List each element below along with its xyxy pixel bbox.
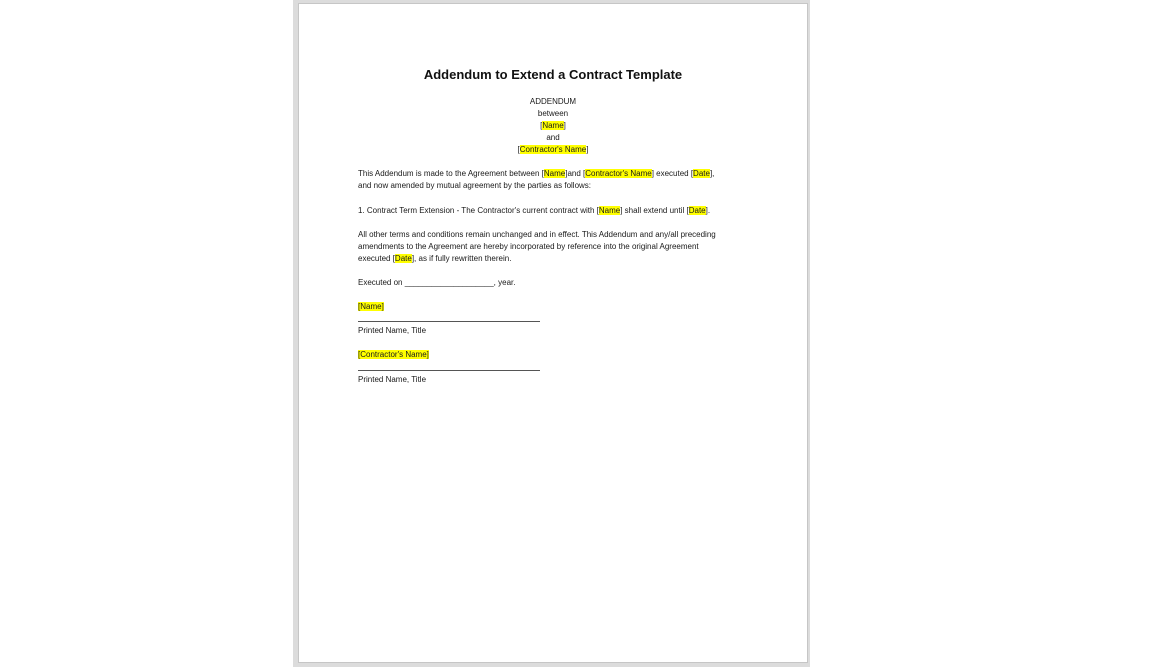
and-text: and <box>546 133 560 142</box>
signature-1-line <box>358 321 540 322</box>
item-1-paragraph <box>358 205 748 217</box>
item1-text-1: 1. Contract Term Extension - The Contractor's current contract with [ <box>358 206 599 215</box>
signature-1-caption: Printed Name, Title <box>358 326 427 335</box>
item1-date-placeholder[interactable]: Date <box>688 206 706 215</box>
document-title: Addendum to Extend a Contract Template <box>423 67 683 82</box>
document-frame <box>293 0 810 667</box>
intro-line-2: and now amended by mutual agreement by the parties as follows: <box>358 181 592 190</box>
terms-date-placeholder[interactable]: Date <box>394 254 412 263</box>
terms-line-2: amendments to the Agreement are hereby incorporated by reference into the original Agreement <box>358 242 699 251</box>
terms-line-1: All other terms and conditions remain unchanged and in effect. This Addendum and any/all preceding <box>358 230 716 239</box>
item1-text-3: ]. <box>705 206 711 215</box>
intro-text-1: This Addendum is made to the Agreement between [ <box>358 169 544 178</box>
party-name-line: Name] <box>542 121 566 130</box>
intro-text-2: ]and [ <box>565 169 586 178</box>
item1-name-placeholder[interactable]: Name <box>598 206 621 215</box>
item1-text-2: ] shall extend until [ <box>620 206 689 215</box>
contractor-name-line: [Contractor's Name] <box>517 145 589 154</box>
name-placeholder[interactable]: Name <box>542 121 564 130</box>
intro-text-3: ] executed [ <box>651 169 694 178</box>
signature-2-line <box>358 370 540 371</box>
signature-2-name-placeholder[interactable]: [Contractor's Name] <box>358 350 429 359</box>
document-page <box>298 3 808 663</box>
intro-text-4: ], <box>709 169 715 178</box>
contractor-name-placeholder[interactable]: Contractor's Name <box>519 145 587 154</box>
intro-date-placeholder[interactable]: Date <box>693 169 710 178</box>
signature-1-name-placeholder[interactable]: [Name] <box>358 302 384 311</box>
terms-paragraph <box>358 229 748 265</box>
terms-text-1: executed [ <box>358 254 395 263</box>
signature-1-label <box>358 301 748 313</box>
intro-paragraph <box>358 168 748 192</box>
terms-text-2: ], as if fully rewritten therein. <box>411 254 512 263</box>
between-text: between <box>537 109 569 118</box>
signature-2-label <box>358 349 748 361</box>
addendum-heading: ADDENDUM <box>529 97 577 106</box>
executed-on-line: Executed on ____________________, year. <box>358 278 516 287</box>
intro-name-placeholder[interactable]: Name <box>543 169 566 178</box>
intro-contractor-placeholder[interactable]: Contractor's Name <box>585 169 652 178</box>
parties-header <box>358 96 748 156</box>
signature-2-caption: Printed Name, Title <box>358 375 427 384</box>
